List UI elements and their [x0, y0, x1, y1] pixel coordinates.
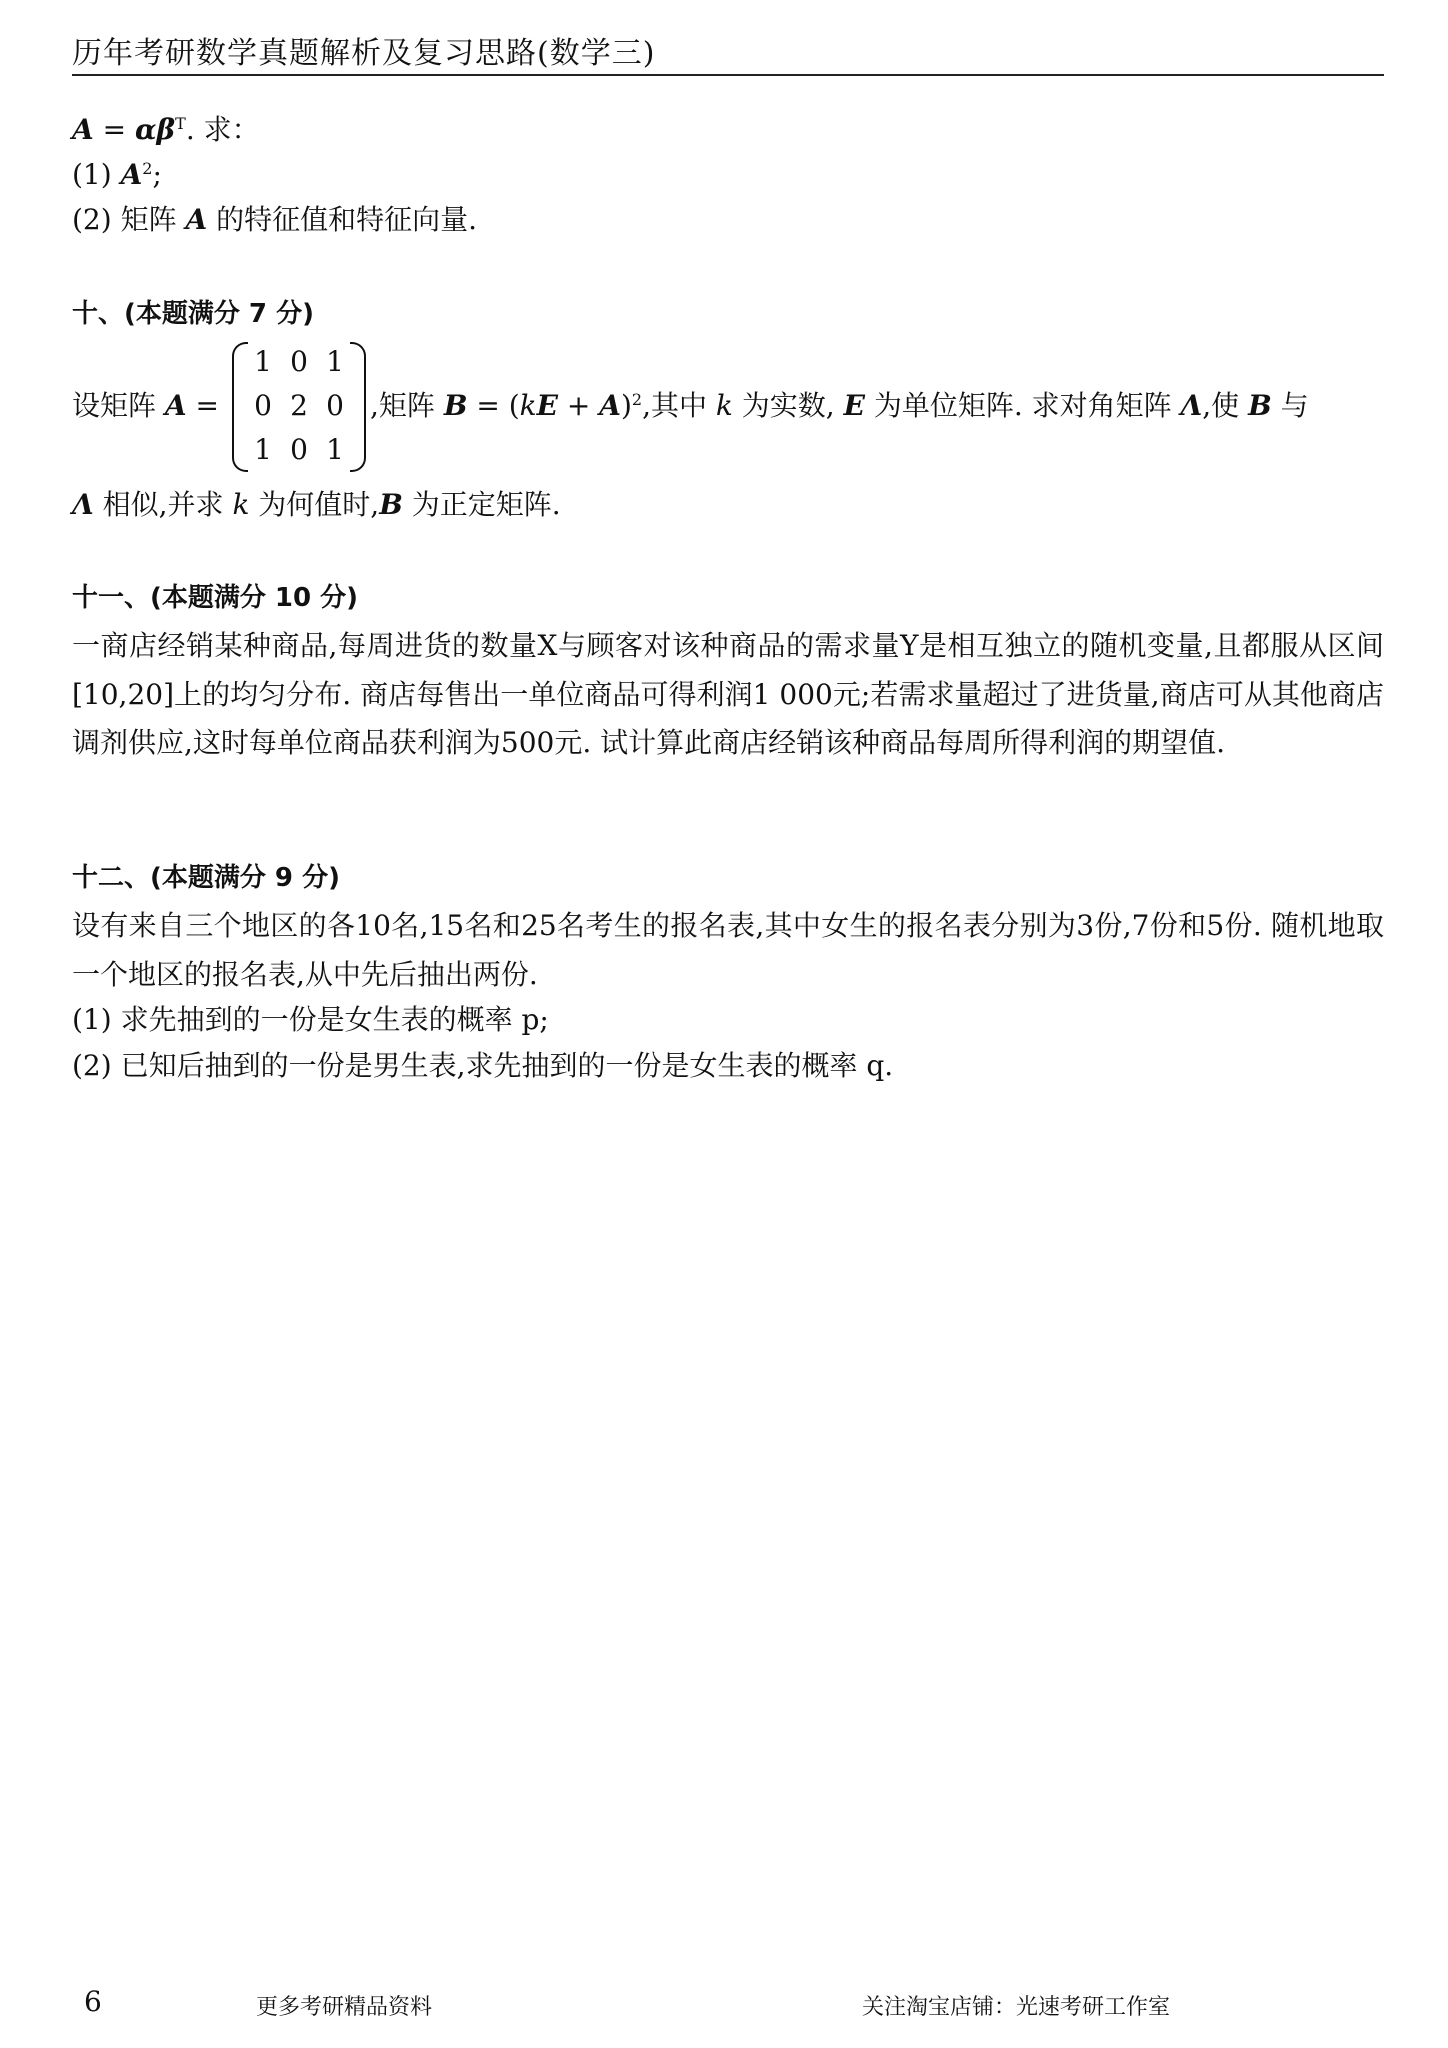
ix-eq-ab: αβ [135, 113, 176, 146]
matrix-left-paren [232, 342, 248, 472]
matrix-cell: 1 [326, 433, 344, 466]
x-line1-right: ,矩阵 B = (kE + A)$^2$,其中 k 为实数, E 为单位矩阵. 求对角矩阵 Λ,使 B 与 [370, 389, 1309, 422]
matrix-cell: 0 [326, 389, 344, 422]
x-line2: Λ 相似,并求 k 为何值时,B 为正定矩阵. [72, 488, 561, 521]
x-pre: 设矩阵 [72, 389, 165, 422]
x-line1-left [72, 386, 219, 428]
xi-heading: 十一、(本题满分 10 分) [72, 583, 359, 613]
ix-q1-pre: (1) [72, 158, 121, 191]
xii-q2: (2) 已知后抽到的一份是男生表,求先抽到的一份是女生表的概率 q. [72, 1049, 894, 1082]
matrix-cell: 1 [254, 433, 272, 466]
matrix-cell: 0 [290, 433, 308, 466]
xii-q1: (1) 求先抽到的一份是女生表的概率 p; [72, 1003, 549, 1036]
ix-eq-t: T [175, 114, 186, 133]
page-number: 6 [84, 1985, 102, 2018]
ix-q1-a: A [120, 158, 143, 191]
x-a: A [164, 389, 187, 422]
xii-heading: 十二、(本题满分 9 分) [72, 863, 340, 893]
xii-body: 设有来自三个地区的各10名,15名和25名考生的报名表,其中女生的报名表分别为3份,7份和5份. 随机地取一个地区的报名表,从中先后抽出两份. [72, 909, 1384, 991]
ix-q2-line [72, 200, 477, 242]
matrix-cell: 1 [326, 345, 344, 378]
ix-eq-mid: = [93, 113, 135, 146]
ix-q2-a: A [185, 203, 208, 236]
ix-eq-a: A [72, 113, 94, 146]
ix-q1-sup: 2 [142, 159, 153, 178]
header-title: 历年考研数学真题解析及复习思路(数学三) [72, 36, 656, 71]
ix-equation-line [72, 110, 260, 152]
matrix-cell: 1 [254, 345, 272, 378]
ix-q2-pre: (2) 矩阵 [72, 203, 186, 236]
ix-q1-post: ; [152, 158, 162, 191]
matrix-cell: 2 [290, 389, 308, 422]
x-matrix-row [72, 340, 1384, 480]
x-heading: 十、(本题满分 7 分) [72, 299, 314, 329]
matrix-a [232, 340, 366, 472]
ix-q1-line [72, 155, 162, 197]
x-eq: = [186, 389, 220, 422]
matrix-cell: 0 [290, 345, 308, 378]
matrix-right-paren [350, 342, 366, 472]
footer-left-text: 更多考研精品资料 [256, 1995, 433, 2020]
matrix-cell: 0 [254, 389, 272, 422]
xi-body: 一商店经销某种商品,每周进货的数量X与顾客对该种商品的需求量Y是相互独立的随机变量,且都服从区间[10,20]上的均匀分布. 商店每售出一单位商品可得利润1 000元;若需求量超过了进货量,商店可从其他商店调剂供应,这时每单位商品获利润为500元. 试计算此商店经销该种商品每周所得利润的期望值. [72, 629, 1384, 759]
page-header [72, 26, 1384, 76]
ix-q2-post: 的特征值和特征向量. [207, 203, 478, 236]
ix-eq-tail: . 求： [185, 113, 260, 146]
footer-right-text: 关注淘宝店铺：光速考研工作室 [862, 1995, 1171, 2020]
